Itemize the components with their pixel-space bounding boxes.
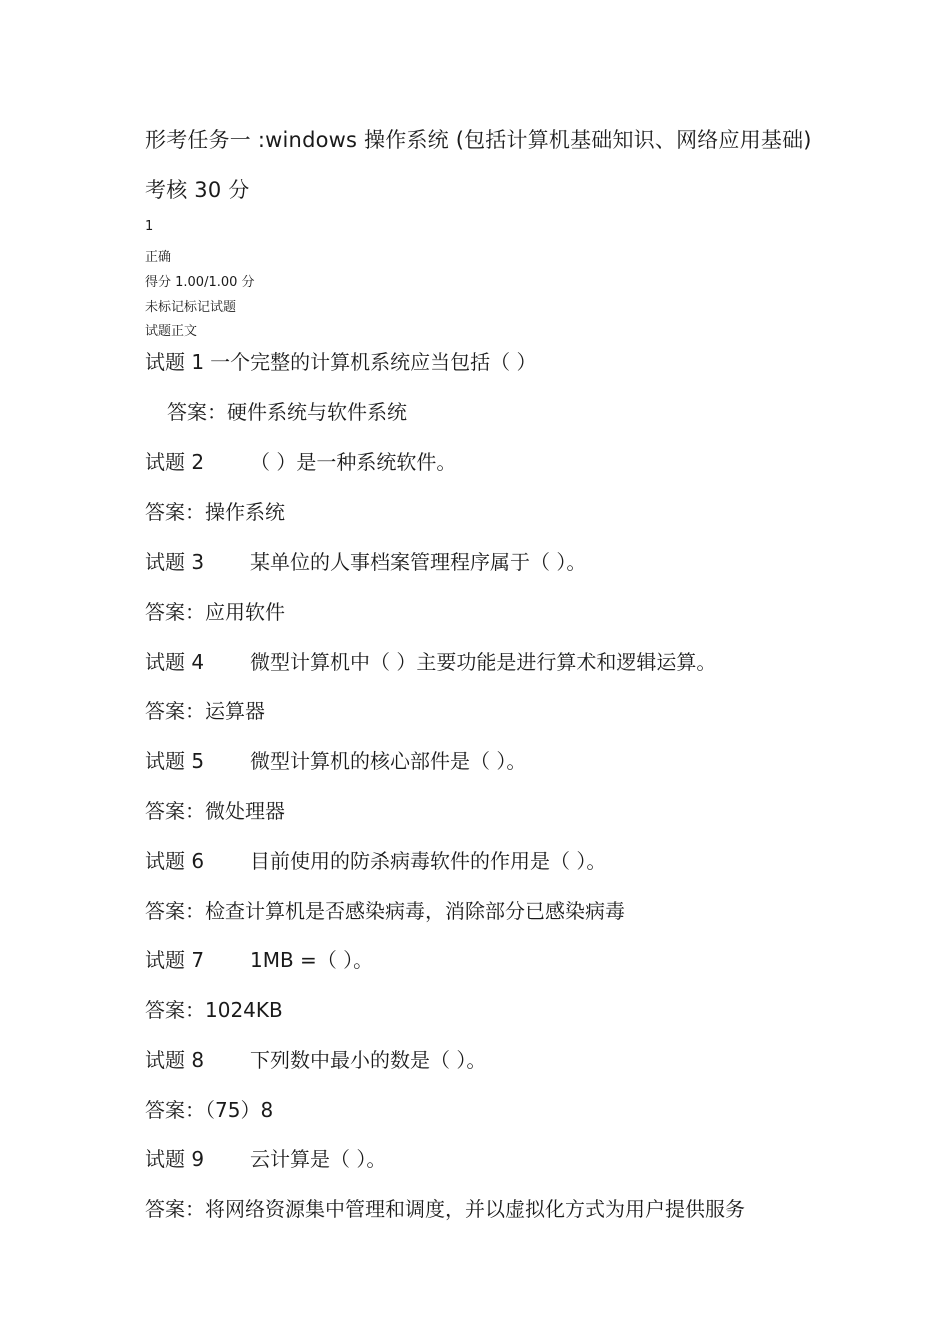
question-text: 微型计算机中（ ）主要功能是进行算术和逻辑运算。 [250, 650, 717, 674]
question-body-label: 试题正文 [145, 324, 198, 339]
document-title: 形考任务一 :windows 操作系统 (包括计算机基础知识、网络应用基础) [145, 128, 812, 152]
answer-text: 答案：1024KB [145, 998, 283, 1022]
score-text: 得分 1.00/1.00 分 [145, 275, 255, 290]
question-item [145, 346, 536, 375]
question-label: 试题 4 [145, 650, 205, 674]
flag-question-link[interactable]: 未标记标记试题 [145, 300, 237, 315]
question-label: 试题 2 [145, 450, 205, 474]
question-text: 1MB =（ ）。 [250, 948, 374, 972]
question-item [145, 446, 456, 475]
answer-text: 答案：操作系统 [145, 500, 285, 524]
answer-text: 答案：应用软件 [145, 600, 285, 624]
question-text: （ ）是一种系统软件。 [250, 450, 457, 474]
question-text: 云计算是（ ）。 [250, 1147, 387, 1171]
question-number: 1 [145, 219, 154, 234]
answer-text: 答案：将网络资源集中管理和调度，并以虚拟化方式为用户提供服务 [145, 1197, 745, 1221]
question-label: 试题 3 [145, 550, 205, 574]
question-item [145, 745, 526, 774]
document-subtitle: 考核 30 分 [145, 178, 250, 202]
question-item [145, 546, 586, 575]
question-text: 一个完整的计算机系统应当包括（ ） [210, 350, 537, 374]
question-item [145, 646, 716, 675]
answer-text: 答案：（75）8 [145, 1098, 274, 1122]
question-text: 某单位的人事档案管理程序属于（ ）。 [250, 550, 587, 574]
answer-text: 答案：检查计算机是否感染病毒，消除部分已感染病毒 [145, 899, 625, 923]
question-label: 试题 1 [145, 350, 205, 374]
answer-text: 答案：硬件系统与软件系统 [167, 400, 407, 424]
answer-text: 答案：微处理器 [145, 799, 285, 823]
question-item [145, 944, 373, 973]
question-label: 试题 5 [145, 749, 205, 773]
question-label: 试题 8 [145, 1048, 205, 1072]
question-label: 试题 6 [145, 849, 205, 873]
question-item [145, 1044, 486, 1073]
question-label: 试题 7 [145, 948, 205, 972]
question-item [145, 845, 606, 874]
question-text: 微型计算机的核心部件是（ ）。 [250, 749, 527, 773]
question-label: 试题 9 [145, 1147, 205, 1171]
question-item [145, 1143, 386, 1172]
question-text: 目前使用的防杀病毒软件的作用是（ ）。 [250, 849, 607, 873]
question-text: 下列数中最小的数是（ ）。 [250, 1048, 487, 1072]
result-status: 正确 [145, 250, 172, 265]
answer-text: 答案：运算器 [145, 699, 265, 723]
